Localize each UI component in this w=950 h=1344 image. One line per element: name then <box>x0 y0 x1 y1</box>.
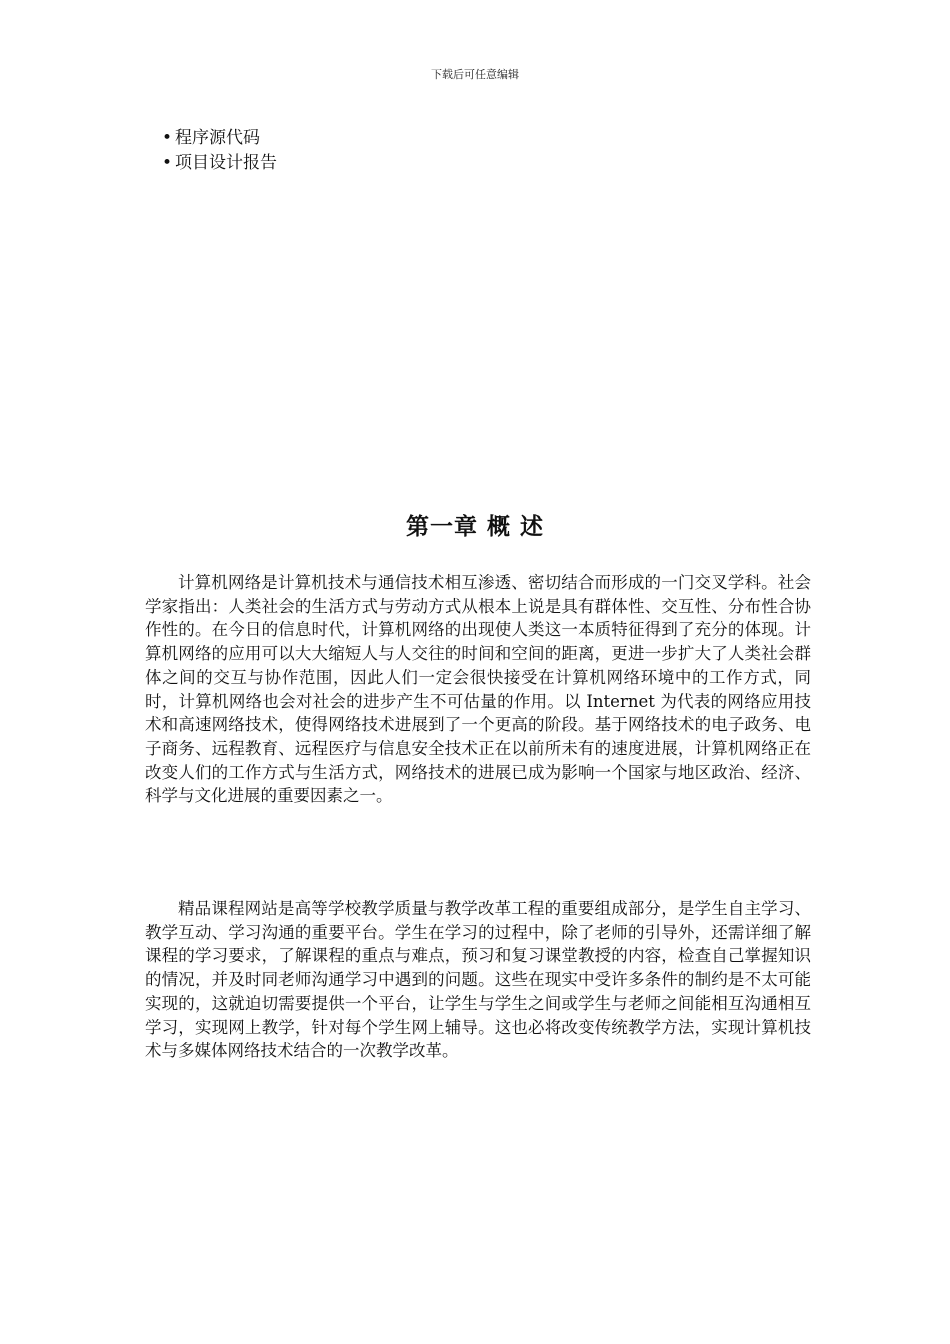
list-item-text: 项目设计报告 <box>175 153 277 173</box>
bullet-marker: • <box>162 128 173 148</box>
list-item <box>162 151 277 176</box>
body-paragraph: 计算机网络是计算机技术与通信技术相互渗透、密切结合而形成的一门交叉学科。社会学家指出：人类社会的生活方式与劳动方式从根本上说是具有群体性、交互性、分布性合协作性的。在今日的信息时代，计算机网络的出现使人类这一本质特征得到了充分的体现。计算机网络的应用可以大大缩短人与人交往的时间和空间的距离，更进一步扩大了人类社会群体之间的交互与协作范围，因此人们一定会很快接受在计算机网络环境中的工作方式，同时，计算机网络也会对社会的进步产生不可估量的作用。以 Internet 为代表的网络应用技术和高速网络技术，使得网络技术进展到了一个更高的阶段。基于网络技术的电子政务、电子商务、远程教育、远程医疗与信息安全技术正在以前所未有的速度进展，计算机网络正在改变人们的工作方式与生活方式，网络技术的进展已成为影响一个国家与地区政治、经济、科学与文化进展的重要因素之一。 <box>145 573 811 806</box>
bullet-marker: • <box>162 153 173 173</box>
body-paragraph: 精品课程网站是高等学校教学质量与教学改革工程的重要组成部分，是学生自主学习、教学互动、学习沟通的重要平台。学生在学习的过程中，除了老师的引导外，还需详细了解课程的学习要求，了解课程的重点与难点，预习和复习课堂教授的内容，检查自己掌握知识的情况，并及时同老师沟通学习中遇到的问题。这些在现实中受许多条件的制约是不太可能实现的，这就迫切需要提供一个平台，让学生与学生之间或学生与老师之间能相互沟通相互学习，实现网上教学，针对每个学生网上辅导。这也必将改变传统教学方法，实现计算机技术与多媒体网络技术结合的一次教学改革。 <box>145 899 811 1061</box>
page-header-note: 下载后可任意编辑 <box>431 68 519 81</box>
chapter-title: 第一章 概 述 <box>405 514 544 540</box>
deliverables-list <box>162 126 277 176</box>
list-item <box>162 126 277 151</box>
list-item-text: 程序源代码 <box>175 128 260 148</box>
